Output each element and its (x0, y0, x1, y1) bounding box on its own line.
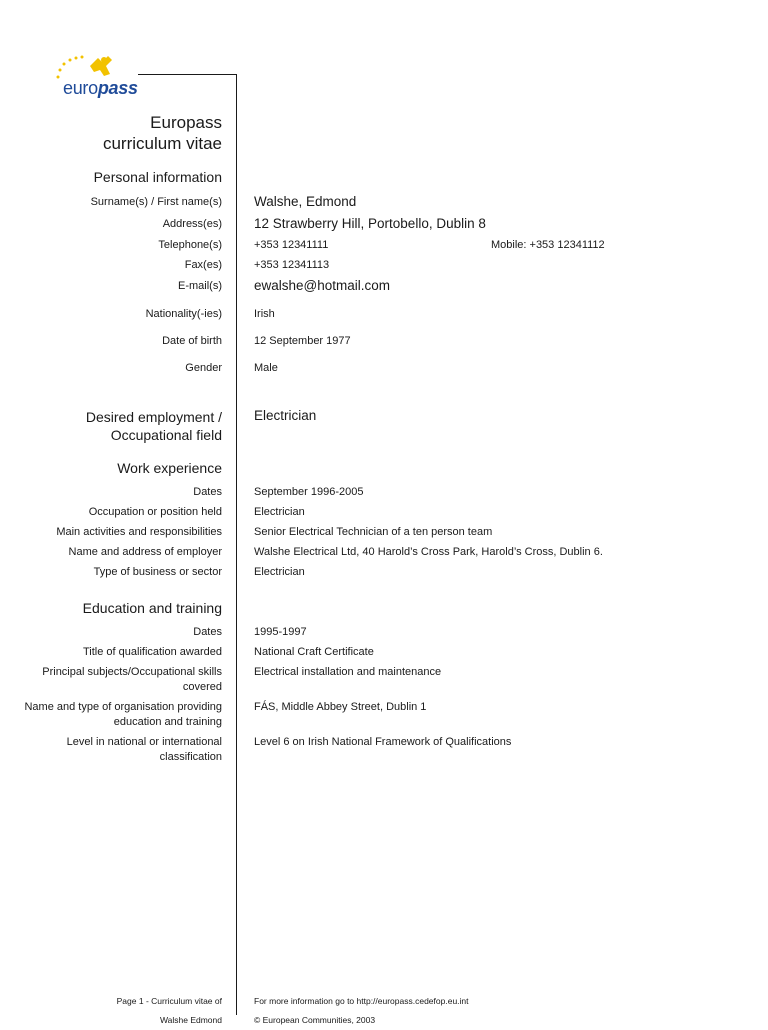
occupation-value: Electrician (254, 506, 305, 518)
fax-value: +353 12341113 (254, 259, 330, 271)
telephone-label: Telephone(s) (158, 239, 222, 251)
logo-text: europass (63, 78, 138, 98)
nationality-label: Nationality(-ies) (145, 308, 222, 320)
organisation-label: Name and type of organisation providing education and training (24, 701, 222, 728)
address-label: Address(es) (162, 218, 222, 230)
dob-label: Date of birth (162, 335, 222, 347)
fax-label: Fax(es) (184, 259, 222, 271)
desired-employment-label: Desired employment / Occupational field (85, 409, 222, 443)
document-title: Europass curriculum vitae (102, 113, 222, 153)
employer-value: Walshe Electrical Ltd, 40 Harold’s Cross Park, Harold’s Cross, Dublin 6. (254, 546, 603, 558)
footer-copyright: © European Communities, 2003 (254, 1015, 376, 1025)
activities-label: Main activities and responsibilities (56, 526, 222, 538)
telephone-value: +353 12341111 (254, 239, 329, 251)
gender-label: Gender (185, 362, 222, 374)
email-label: E-mail(s) (178, 280, 222, 292)
mobile-value: Mobile: +353 12341112 (491, 239, 605, 251)
qualification-value: National Craft Certificate (254, 646, 374, 658)
column-divider (236, 75, 237, 1015)
section-work-experience: Work experience (117, 460, 222, 476)
work-dates-value: September 1996-2005 (254, 486, 364, 498)
organisation-value: FÁS, Middle Abbey Street, Dublin 1 (254, 701, 427, 713)
desired-employment-value: Electrician (254, 408, 317, 423)
footer-page-info: Page 1 - Curriculum vitae of Walshe Edmond (116, 996, 222, 1025)
gender-value: Male (254, 362, 278, 374)
europass-logo (46, 52, 142, 102)
employer-label: Name and address of employer (68, 546, 222, 558)
qualification-label: Title of qualification awarded (82, 646, 222, 658)
dob-value: 12 September 1977 (254, 335, 351, 347)
subjects-value: Electrical installation and maintenance (254, 666, 442, 678)
subjects-label: Principal subjects/Occupational skills covered (42, 666, 222, 693)
work-dates-label: Dates (193, 486, 222, 498)
edu-dates-value: 1995-1997 (254, 626, 307, 638)
surname-value: Walshe, Edmond (254, 194, 357, 209)
activities-value: Senior Electrical Technician of a ten person team (254, 526, 493, 538)
footer-link[interactable]: For more information go to http://europass.cedefop.eu.int (254, 996, 469, 1006)
level-label: Level in national or international classification (66, 736, 222, 763)
section-personal-information: Personal information (93, 169, 222, 185)
occupation-label: Occupation or position held (88, 506, 222, 518)
edu-dates-label: Dates (193, 626, 222, 638)
nationality-value: Irish (254, 308, 275, 320)
email-value[interactable]: ewalshe@hotmail.com (254, 278, 391, 293)
sector-label: Type of business or sector (93, 566, 222, 578)
surname-label: Surname(s) / First name(s) (90, 196, 222, 208)
section-education-training: Education and training (82, 600, 222, 616)
footer-info (254, 992, 469, 1030)
header-rule (138, 74, 237, 75)
sector-value: Electrician (254, 566, 305, 578)
address-value: 12 Strawberry Hill, Portobello, Dublin 8 (254, 216, 486, 231)
level-value: Level 6 on Irish National Framework of Qualifications (254, 736, 512, 748)
